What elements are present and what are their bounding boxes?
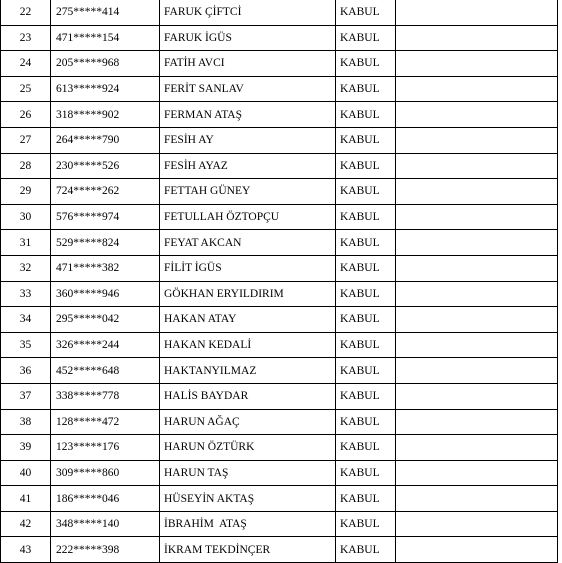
id-number-cell: 264*****790 [51,127,160,153]
status-cell: KABUL [336,409,396,435]
row-number-cell: 26 [1,102,51,128]
id-number-cell: 529*****824 [51,230,160,256]
row-number-cell: 24 [1,51,51,77]
row-number-cell: 23 [1,25,51,51]
table-row [1,435,558,461]
note-cell [396,204,558,230]
name-cell: FARUK İGÜS [160,25,336,51]
name-cell: GÖKHAN ERYILDIRIM [160,281,336,307]
row-number-cell: 42 [1,511,51,537]
row-number-cell: 25 [1,76,51,102]
table-row [1,255,558,281]
id-number-cell: 318*****902 [51,102,160,128]
row-number-cell: 31 [1,230,51,256]
status-cell: KABUL [336,25,396,51]
table-row [1,76,558,102]
status-cell: KABUL [336,281,396,307]
note-cell [396,230,558,256]
name-cell: İKRAM TEKDİNÇER [160,537,336,563]
note-cell [396,537,558,563]
status-cell: KABUL [336,255,396,281]
table-row [1,332,558,358]
note-cell [396,255,558,281]
id-number-cell: 576*****974 [51,204,160,230]
table-row [1,358,558,384]
name-cell: FERİT SANLAV [160,76,336,102]
note-cell [396,102,558,128]
table-row [1,51,558,77]
note-cell [396,511,558,537]
name-cell: HAKTANYILMAZ [160,358,336,384]
results-table-body [1,0,558,563]
note-cell [396,332,558,358]
id-number-cell: 471*****154 [51,25,160,51]
name-cell: FESİH AYAZ [160,153,336,179]
note-cell [396,0,558,25]
id-number-cell: 724*****262 [51,179,160,205]
row-number-cell: 29 [1,179,51,205]
status-cell: KABUL [336,435,396,461]
name-cell: FERMAN ATAŞ [160,102,336,128]
status-cell: KABUL [336,76,396,102]
note-cell [396,307,558,333]
note-cell [396,383,558,409]
row-number-cell: 27 [1,127,51,153]
table-row [1,537,558,563]
status-cell: KABUL [336,230,396,256]
id-number-cell: 230*****526 [51,153,160,179]
id-number-cell: 613*****924 [51,76,160,102]
status-cell: KABUL [336,51,396,77]
id-number-cell: 326*****244 [51,332,160,358]
row-number-cell: 43 [1,537,51,563]
status-cell: KABUL [336,486,396,512]
table-row [1,383,558,409]
name-cell: FEYAT AKCAN [160,230,336,256]
id-number-cell: 205*****968 [51,51,160,77]
status-cell: KABUL [336,332,396,358]
status-cell: KABUL [336,537,396,563]
name-cell: HARUN ÖZTÜRK [160,435,336,461]
id-number-cell: 128*****472 [51,409,160,435]
table-row [1,409,558,435]
note-cell [396,460,558,486]
row-number-cell: 40 [1,460,51,486]
name-cell: HÜSEYİN AKTAŞ [160,486,336,512]
row-number-cell: 36 [1,358,51,384]
status-cell: KABUL [336,307,396,333]
table-row [1,230,558,256]
name-cell: FESİH AY [160,127,336,153]
name-cell: FATİH AVCI [160,51,336,77]
table-row [1,486,558,512]
id-number-cell: 123*****176 [51,435,160,461]
status-cell: KABUL [336,0,396,25]
row-number-cell: 34 [1,307,51,333]
status-cell: KABUL [336,153,396,179]
table-row [1,511,558,537]
row-number-cell: 22 [1,0,51,25]
status-cell: KABUL [336,511,396,537]
status-cell: KABUL [336,358,396,384]
id-number-cell: 338*****778 [51,383,160,409]
status-cell: KABUL [336,179,396,205]
table-row [1,204,558,230]
id-number-cell: 309*****860 [51,460,160,486]
status-cell: KABUL [336,460,396,486]
name-cell: HAKAN KEDALİ [160,332,336,358]
id-number-cell: 452*****648 [51,358,160,384]
name-cell: HARUN TAŞ [160,460,336,486]
table-row [1,0,558,25]
note-cell [396,486,558,512]
id-number-cell: 360*****946 [51,281,160,307]
row-number-cell: 32 [1,255,51,281]
note-cell [396,435,558,461]
table-row [1,307,558,333]
id-number-cell: 275*****414 [51,0,160,25]
note-cell [396,281,558,307]
table-row [1,153,558,179]
row-number-cell: 38 [1,409,51,435]
note-cell [396,358,558,384]
name-cell: HAKAN ATAY [160,307,336,333]
note-cell [396,409,558,435]
note-cell [396,127,558,153]
row-number-cell: 28 [1,153,51,179]
table-row [1,102,558,128]
name-cell: HARUN AĞAÇ [160,409,336,435]
name-cell: İBRAHİM ATAŞ [160,511,336,537]
table-row [1,281,558,307]
status-cell: KABUL [336,127,396,153]
name-cell: HALİS BAYDAR [160,383,336,409]
table-row [1,127,558,153]
id-number-cell: 471*****382 [51,255,160,281]
table-row [1,179,558,205]
row-number-cell: 39 [1,435,51,461]
note-cell [396,179,558,205]
note-cell [396,76,558,102]
status-cell: KABUL [336,383,396,409]
name-cell: FETULLAH ÖZTOPÇU [160,204,336,230]
note-cell [396,51,558,77]
table-row [1,460,558,486]
row-number-cell: 37 [1,383,51,409]
id-number-cell: 295*****042 [51,307,160,333]
note-cell [396,25,558,51]
row-number-cell: 35 [1,332,51,358]
name-cell: FARUK ÇİFTCİ [160,0,336,25]
row-number-cell: 41 [1,486,51,512]
note-cell [396,153,558,179]
id-number-cell: 186*****046 [51,486,160,512]
row-number-cell: 33 [1,281,51,307]
id-number-cell: 222*****398 [51,537,160,563]
row-number-cell: 30 [1,204,51,230]
id-number-cell: 348*****140 [51,511,160,537]
status-cell: KABUL [336,102,396,128]
name-cell: FETTAH GÜNEY [160,179,336,205]
status-cell: KABUL [336,204,396,230]
name-cell: FİLİT İGÜS [160,255,336,281]
table-row [1,25,558,51]
